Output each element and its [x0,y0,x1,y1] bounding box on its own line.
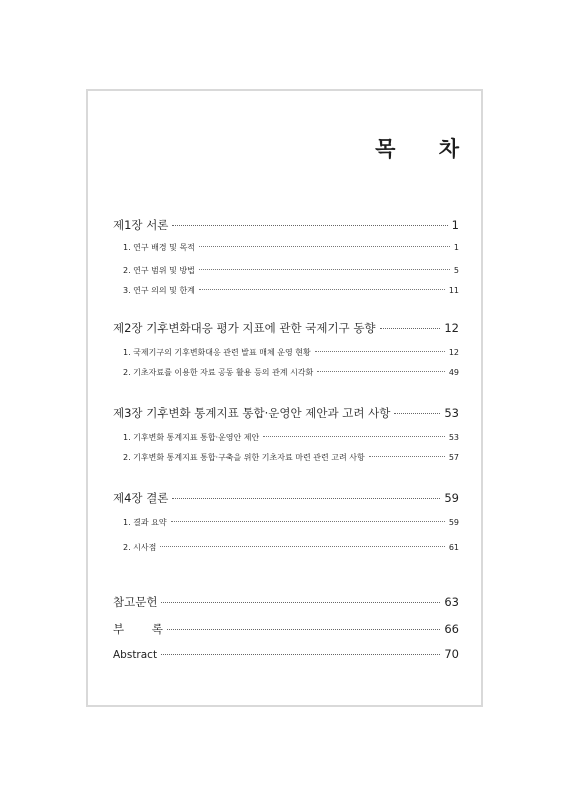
references-label: 참고문헌 [113,595,158,609]
dot-leader [263,436,445,437]
document-page [86,89,483,707]
toc-section-4-1[interactable] [113,517,459,528]
chapter-label: 제3장 기후변화 통계지표 통합·운영안 제안과 고려 사항 [113,406,391,420]
toc-section-3-1[interactable] [113,432,459,443]
page-number: 1 [451,218,459,232]
toc-section-1-2[interactable] [113,265,459,276]
chapter-label: 제2장 기후변화대응 평가 지표에 관한 국제기구 동향 [113,321,376,335]
section-label: 2. 연구 범위 및 방법 [123,266,195,275]
toc-section-2-1[interactable] [113,347,459,358]
dot-leader [394,413,440,414]
page-number: 53 [444,406,459,420]
dot-leader [369,456,445,457]
page-number: 66 [444,622,459,636]
appendix-label-left: 부 [113,622,125,636]
dot-leader [171,521,445,522]
page-number: 12 [448,348,459,357]
page-number: 63 [444,595,459,609]
appendix-label [113,621,163,637]
toc-appendix[interactable] [113,621,459,637]
section-label: 3. 연구 의의 및 한계 [123,286,195,295]
dot-leader [161,654,440,655]
section-label: 2. 기초자료를 이용한 자료 공동 활용 등의 관계 시각화 [123,368,314,377]
toc-chapter-3[interactable] [113,405,459,421]
dot-leader [199,246,450,247]
dot-leader [172,225,447,226]
toc-references[interactable] [113,594,459,610]
page-number: 12 [444,321,459,335]
page-number: 70 [444,647,459,661]
dot-leader [161,602,440,603]
dot-leader [317,371,445,372]
toc-section-1-1[interactable] [113,242,459,253]
section-label: 2. 시사점 [123,543,157,552]
dot-leader [199,289,445,290]
dot-leader [167,629,440,630]
page-number: 59 [444,491,459,505]
dot-leader [172,498,440,499]
dot-leader [315,351,445,352]
abstract-label: Abstract [113,649,158,661]
dot-leader [380,328,441,329]
toc-section-2-2[interactable] [113,367,459,378]
toc-chapter-1[interactable] [113,217,459,233]
section-label: 1. 국제기구의 기후변화대응 관련 발표 매체 운영 현황 [123,348,311,357]
page-number: 53 [448,433,459,442]
toc-chapter-4[interactable] [113,490,459,506]
chapter-label: 제4장 결론 [113,491,169,505]
page-number: 5 [453,266,459,275]
toc-chapter-2[interactable] [113,320,459,336]
page-number: 61 [448,543,459,552]
section-label: 1. 연구 배경 및 목적 [123,243,195,252]
page-number: 11 [448,286,459,295]
page-number: 1 [453,243,459,252]
section-label: 1. 기후변화 통계지표 통합·운영안 제안 [123,433,260,442]
toc-title: 목 차 [375,137,477,161]
toc-section-1-3[interactable] [113,285,459,296]
page-number: 49 [448,368,459,377]
dot-leader [199,269,450,270]
toc-section-3-2[interactable] [113,452,459,463]
section-label: 2. 기후변화 통계지표 통합·구축을 위한 기초자료 마련 관련 고려 사항 [123,453,365,462]
page-number: 59 [448,518,459,527]
toc-section-4-2[interactable] [113,542,459,553]
chapter-label: 제1장 서론 [113,218,169,232]
page-number: 57 [448,453,459,462]
toc-abstract[interactable] [113,647,459,661]
appendix-label-right: 록 [151,622,163,636]
section-label: 1. 결과 요약 [123,518,167,527]
dot-leader [160,546,444,547]
